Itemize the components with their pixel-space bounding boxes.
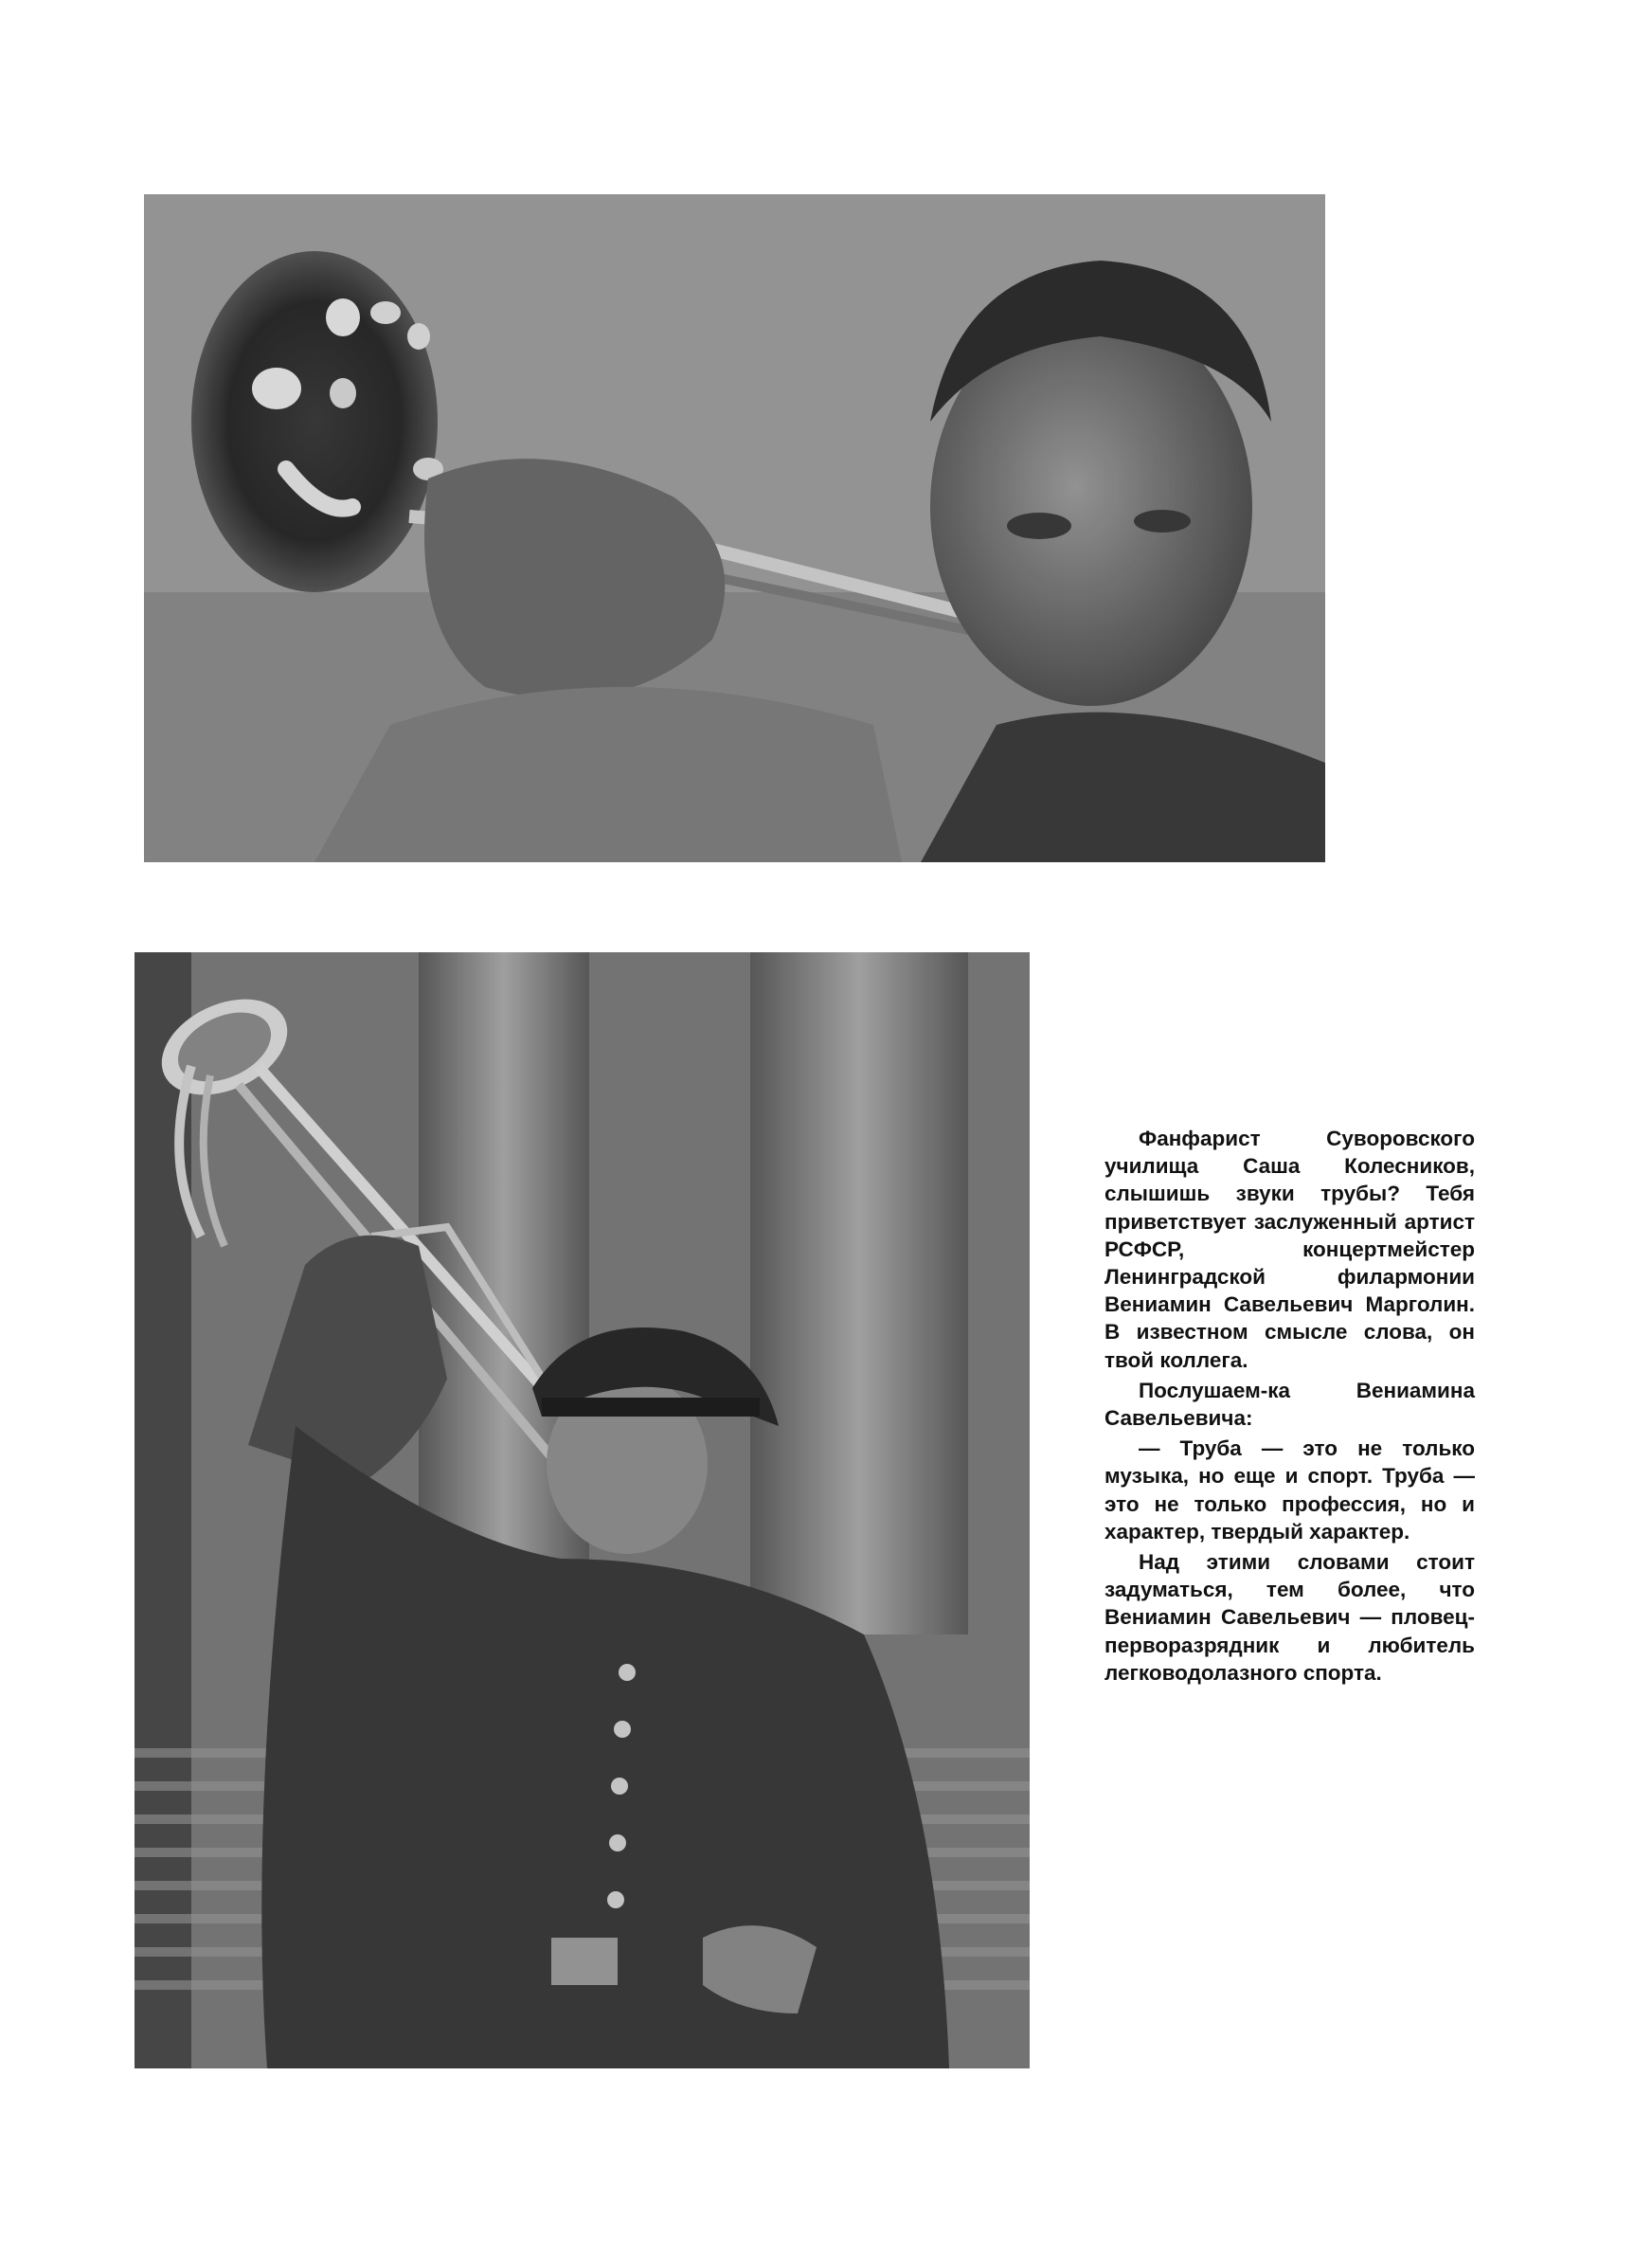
photo-cadet-fanfarist <box>135 952 1030 2068</box>
photo-trumpeter-closeup <box>144 194 1325 862</box>
article-paragraph-2: Послушаем-ка Вениамина Савельевича: <box>1104 1378 1475 1431</box>
article-text <box>1104 1125 1475 1687</box>
article-paragraph-3: — Труба — это не только музыка, но еще и спорт. Труба — это не только профессия, но и характер, твердый характер. <box>1104 1436 1475 1544</box>
photo-cadet-fanfarist-art <box>135 952 1030 2068</box>
article-paragraph-4: Над этими словами стоит задуматься, тем более, что Вениамин Савельевич — пловец-перворазрядник и любитель легководолазного спорта. <box>1104 1550 1475 1685</box>
article-paragraph-1: Фанфарист Суворовского училища Саша Колесников, слышишь звуки трубы? Тебя приветствует заслуженный артист РСФСР, концертмейстер Ленинградской филармонии Вениамин Савельевич Марголин. В известном смысле слова, он твой коллега. <box>1104 1127 1475 1372</box>
photo-trumpeter-closeup-art <box>144 194 1325 862</box>
